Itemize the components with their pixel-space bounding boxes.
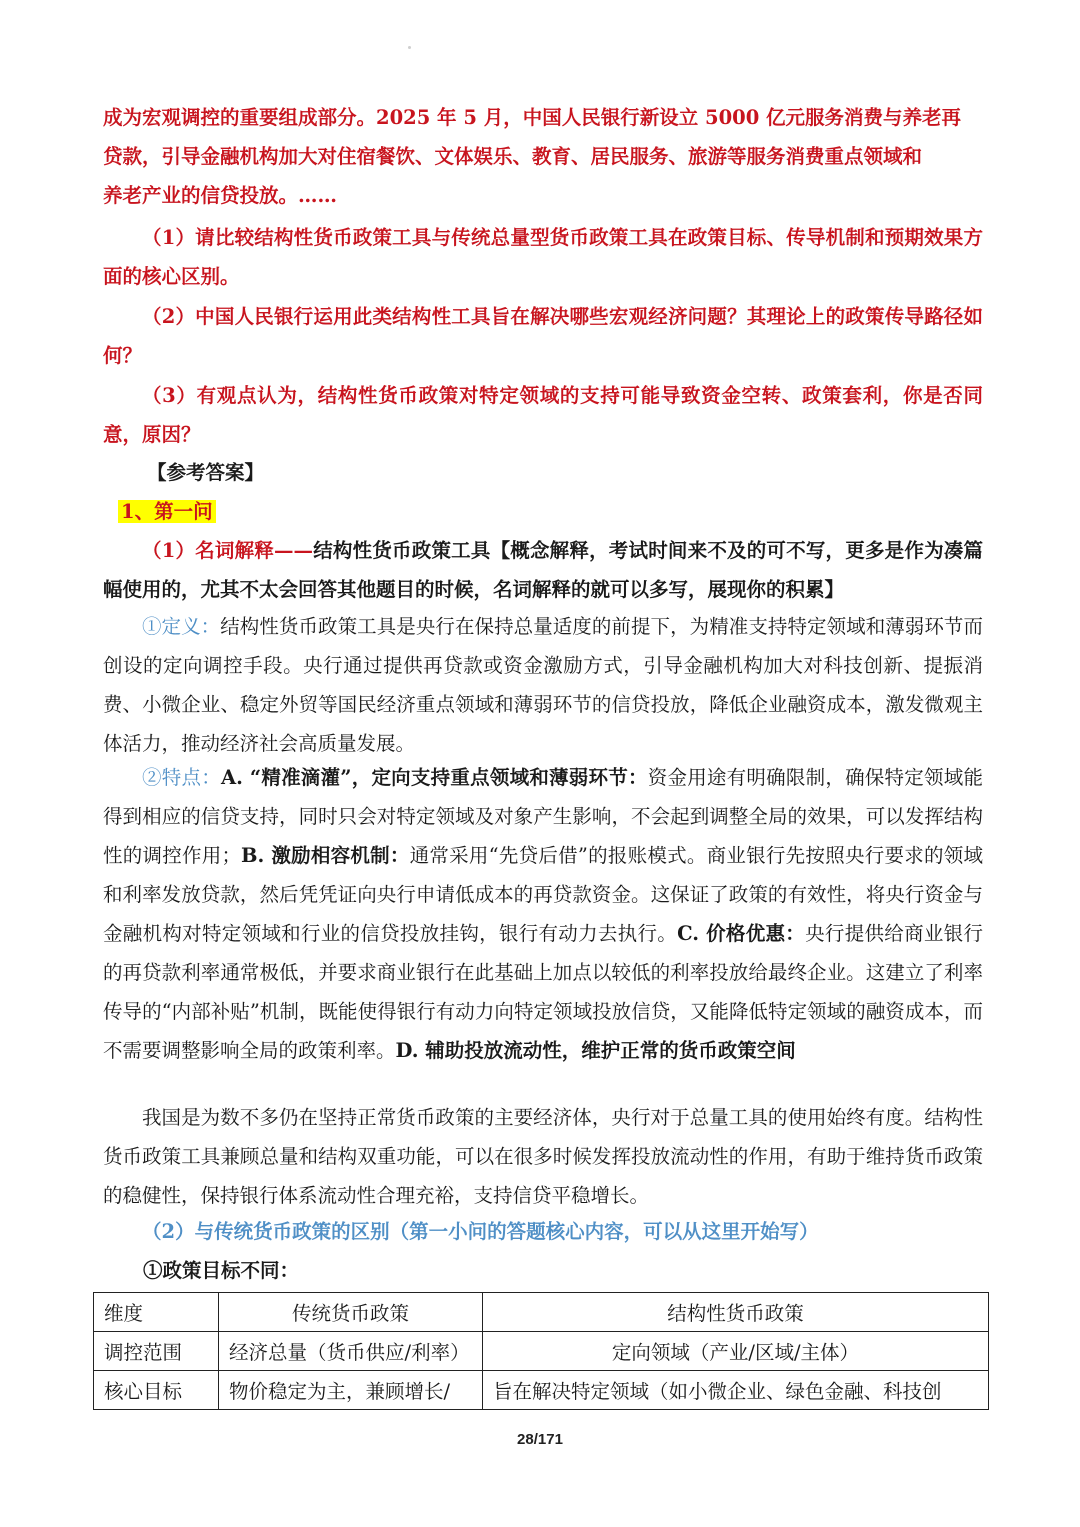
- section-1-heading: [118, 492, 418, 531]
- definition-label: ①定义：: [142, 615, 221, 638]
- table-cell: 物价稳定为主，兼顾增长/: [219, 1371, 483, 1410]
- feature-c-text: 央行提供给商业银行的再贷款利率通常极低，并要求商业银行在此基础上加点以较低的利率投放给最终企业。这建立了利率传导的“内部补贴”机制，既能使得银行有动力向特定领域投放信贷，又能降低特定领域的融资成本，而不需要调整影响全局的政策利率。: [103, 922, 983, 1062]
- question-3: （3）有观点认为，结构性货币政策对特定领域的支持可能导致资金空转、政策套利，你是否同意，原因？: [103, 384, 983, 446]
- features-paragraph: [103, 758, 983, 1070]
- policy-goal-heading: ①政策目标不同：: [143, 1259, 300, 1282]
- term-label: （1）名词解释——: [142, 539, 314, 562]
- table-cell: 定向领域（产业/区域/主体）: [483, 1332, 989, 1371]
- comparison-table: [93, 1292, 989, 1410]
- feature-c-title: C. 价格优惠：: [677, 922, 806, 945]
- table-cell: 经济总量（货币供应/利率）: [219, 1332, 483, 1371]
- subheading-2: （2）与传统货币政策的区别（第一小问的答题核心内容，可以从这里开始写）: [142, 1220, 819, 1243]
- section-1-label: 1、第一问: [118, 500, 216, 523]
- question-1: （1）请比较结构性货币政策工具与传统总量型货币政策工具在政策目标、传导机制和预期效果方面的核心区别。: [103, 226, 983, 288]
- scan-dot: [408, 46, 411, 49]
- definition-text: 结构性货币政策工具是央行在保持总量适度的前提下，为精准支持特定领域和薄弱环节而创设的定向调控手段。央行通过提供再贷款或资金激励方式，引导金融机构加大对科技创新、提振消费、小微企业、稳定外贸等国民经济重点领域和薄弱环节的信贷投放，降低企业融资成本，激发微观主体活力，推动经济社会高质量发展。: [103, 615, 983, 755]
- feature-a-title: A. “精准滴灌”，定向支持重点领域和薄弱环节：: [220, 766, 648, 789]
- term-paragraph: [103, 531, 983, 609]
- page-number: 28/171: [517, 1431, 563, 1448]
- features-label: ②特点：: [142, 766, 221, 789]
- table-row: [94, 1371, 989, 1410]
- question-2: （2）中国人民银行运用此类结构性工具旨在解决哪些宏观经济问题？其理论上的政策传导路径如何？: [103, 305, 983, 367]
- answer-heading: 【参考答案】: [147, 461, 265, 484]
- intro-line-2: 贷款，引导金融机构加大对住宿餐饮、文体娱乐、教育、居民服务、旅游等服务消费重点领域和: [103, 145, 923, 168]
- table-header-cell: 结构性货币政策: [483, 1293, 989, 1332]
- feature-b-title: B. 激励相容机制：: [241, 844, 410, 867]
- feature-d-title: D. 辅助投放流动性，维护正常的货币政策空间: [395, 1039, 796, 1062]
- table-cell: 核心目标: [94, 1371, 219, 1410]
- table-row: [94, 1332, 989, 1371]
- table-header-row: [94, 1293, 989, 1332]
- table-header-cell: 维度: [94, 1293, 219, 1332]
- intro-line-1: 成为宏观调控的重要组成部分。2025 年 5 月，中国人民银行新设立 5000 亿元服务消费与养老再: [103, 106, 962, 129]
- term-text: 结构性货币政策工具【概念解释，考试时间来不及的可不写，更多是作为凑篇幅使用的，尤其不太会回答其他题目的时候，名词解释的就可以多写，展现你的积累】: [103, 539, 983, 601]
- feature-a-text: 资金用途有明确限制，确保特定领域能得到相应的信贷支持，同时只会对特定领域及对象产生影响，不会起到调整全局的效果，可以发挥结构性的调控作用；: [103, 766, 983, 867]
- normal-policy-paragraph: 我国是为数不多仍在坚持正常货币政策的主要经济体，央行对于总量工具的使用始终有度。结构性货币政策工具兼顾总量和结构双重功能，可以在很多时候发挥投放流动性的作用，有助于维持货币政策的稳健性，保持银行体系流动性合理充裕，支持信贷平稳增长。: [103, 1106, 983, 1207]
- intro-line-3: 养老产业的信贷投放。……: [103, 184, 338, 207]
- table-cell: 旨在解决特定领域（如小微企业、绿色金融、科技创: [483, 1371, 989, 1410]
- table-cell: 调控范围: [94, 1332, 219, 1371]
- table-header-cell: 传统货币政策: [219, 1293, 483, 1332]
- feature-b-text: 通常采用“先贷后借”的报账模式。商业银行先按照央行要求的领域和利率发放贷款，然后凭凭证向央行申请低成本的再贷款资金。这保证了政策的有效性，将央行资金与金融机构对特定领域和行业的信贷投放挂钩，银行有动力去执行。: [103, 844, 983, 945]
- definition-paragraph: [103, 607, 983, 763]
